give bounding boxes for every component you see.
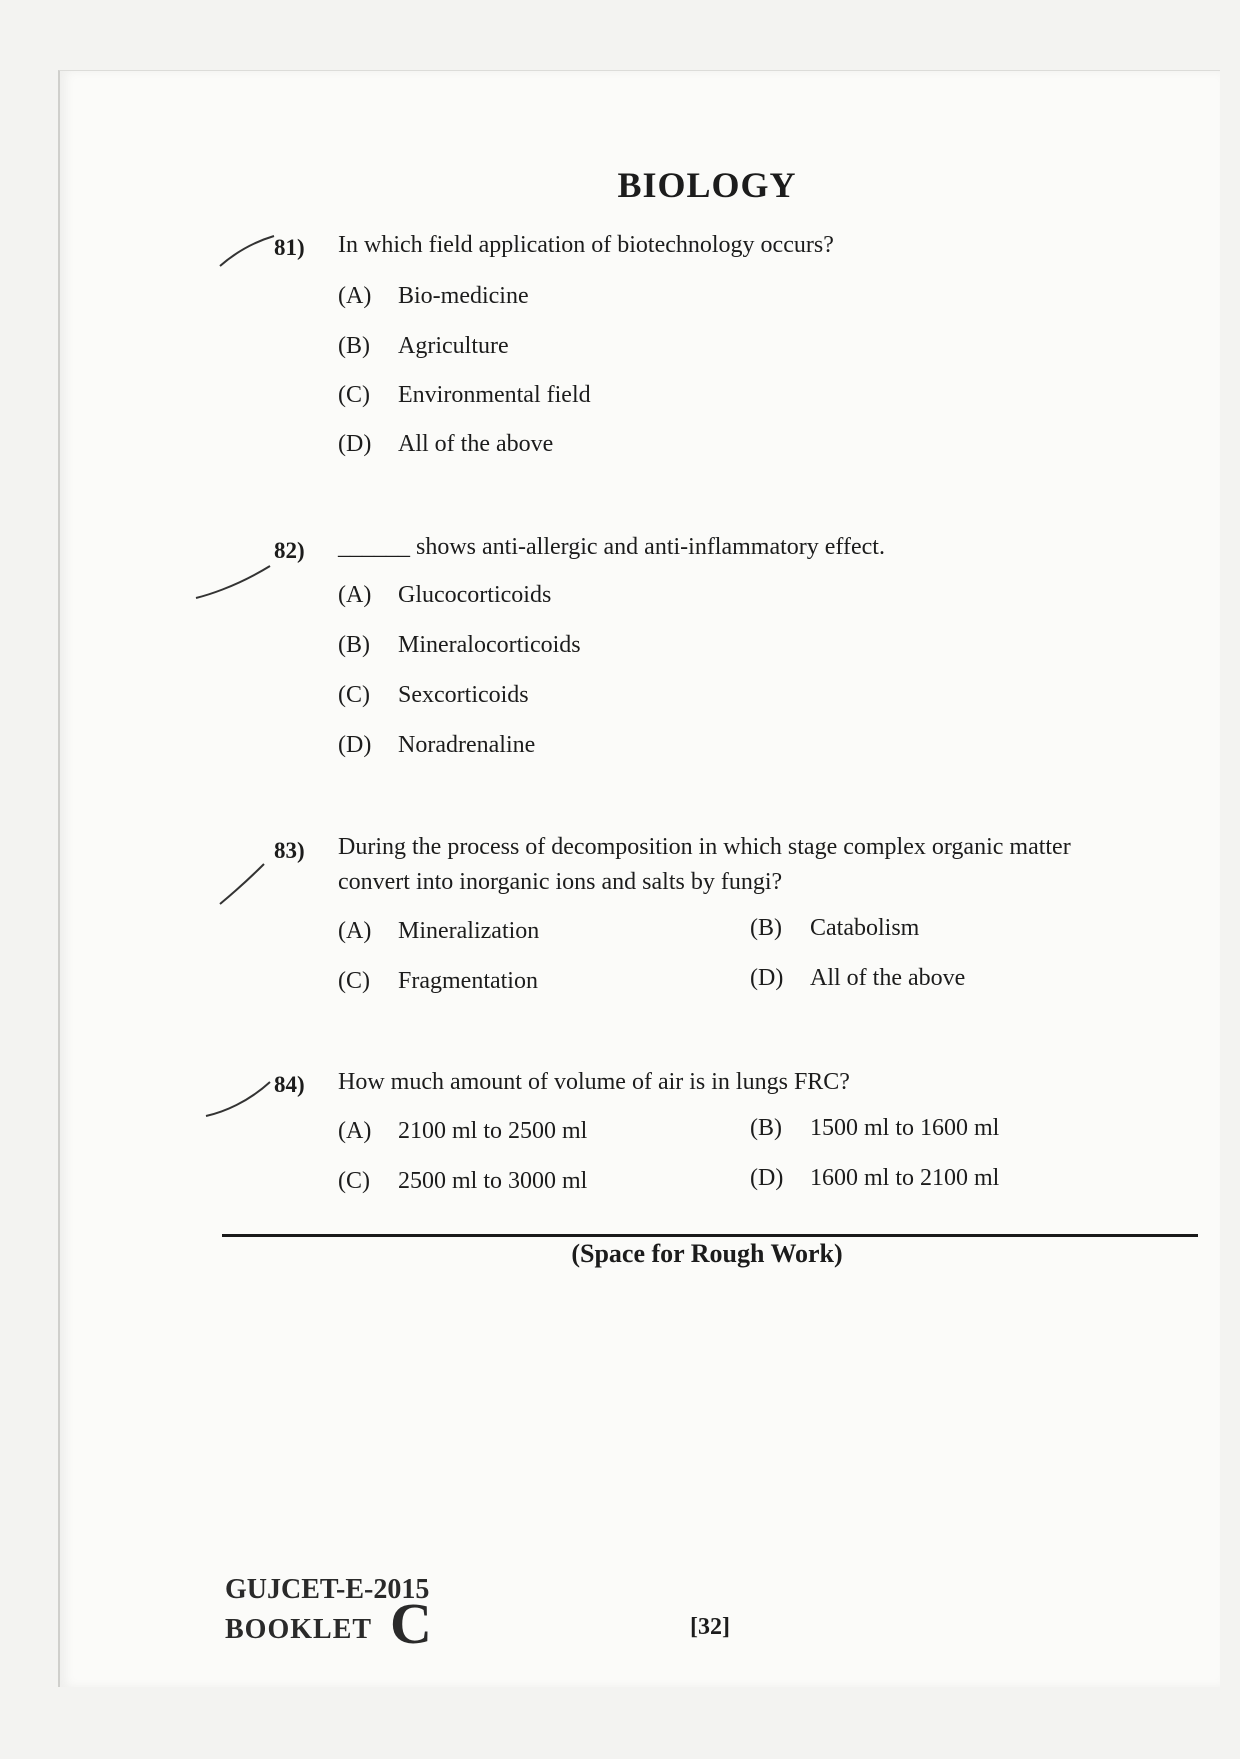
question-83-option-d[interactable]	[750, 965, 965, 992]
option-label: (A)	[338, 582, 372, 608]
option-label: (C)	[338, 682, 370, 708]
question-84-number: 84)	[274, 1072, 305, 1097]
question-84-option-d[interactable]	[750, 1165, 999, 1192]
question-84-option-b[interactable]	[750, 1115, 999, 1142]
question-83-text-line-2: convert into inorganic ions and salts by fungi?	[338, 869, 783, 895]
question-82-option-d[interactable]	[338, 732, 535, 759]
rough-work-divider	[222, 1234, 1198, 1237]
question-81-option-d[interactable]	[338, 431, 553, 458]
question-81-tick-mark	[218, 232, 278, 270]
option-label: (B)	[750, 1115, 782, 1141]
option-text: 1500 ml to 1600 ml	[810, 1115, 1000, 1141]
question-81-option-a[interactable]	[338, 283, 529, 310]
option-label: (B)	[750, 915, 782, 941]
option-text: Fragmentation	[398, 968, 538, 994]
option-label: (B)	[338, 632, 370, 658]
question-83-number: 83)	[274, 838, 305, 863]
option-label: (D)	[750, 1165, 784, 1191]
question-82-blank: ______	[338, 534, 410, 560]
option-label: (D)	[338, 732, 372, 758]
question-83-option-c[interactable]	[338, 968, 538, 995]
question-84-tick-mark	[204, 1080, 274, 1120]
question-82-number: 82)	[274, 538, 305, 563]
question-81-text: In which field application of biotechnology occurs?	[338, 232, 834, 258]
page-number: [32]	[690, 1614, 730, 1640]
question-83-text-line-1: During the process of decomposition in which stage complex organic matter	[338, 834, 1071, 860]
option-text: 2500 ml to 3000 ml	[398, 1168, 588, 1194]
option-label: (A)	[338, 283, 372, 309]
question-81-number: 81)	[274, 235, 305, 260]
option-text: Sexcorticoids	[398, 682, 529, 708]
question-81-option-b[interactable]	[338, 333, 509, 360]
option-text: Catabolism	[810, 915, 920, 941]
question-82-stem: shows anti-allergic and anti-inflammatory effect.	[416, 534, 885, 560]
question-83-tick-mark	[218, 862, 268, 908]
option-label: (A)	[338, 1118, 372, 1144]
rough-work-label: (Space for Rough Work)	[571, 1239, 843, 1268]
option-text: 1600 ml to 2100 ml	[810, 1165, 1000, 1191]
question-83-option-b[interactable]	[750, 915, 919, 942]
option-label: (A)	[338, 918, 372, 944]
option-label: (D)	[338, 431, 372, 457]
question-84-option-a[interactable]	[338, 1118, 587, 1145]
option-text: All of the above	[810, 965, 966, 991]
option-text: Environmental field	[398, 382, 591, 408]
question-84-option-c[interactable]	[338, 1168, 587, 1195]
question-82-option-b[interactable]	[338, 632, 581, 659]
option-label: (D)	[750, 965, 784, 991]
option-text: Glucocorticoids	[398, 582, 552, 608]
question-84-text: How much amount of volume of air is in lungs FRC?	[338, 1069, 850, 1095]
option-text: Mineralocorticoids	[398, 632, 581, 658]
booklet-label: BOOKLET	[225, 1614, 373, 1645]
option-text: Mineralization	[398, 918, 540, 944]
question-82-text	[338, 530, 1178, 565]
question-83-option-a[interactable]	[338, 918, 539, 945]
option-label: (C)	[338, 968, 370, 994]
option-text: 2100 ml to 2500 ml	[398, 1118, 588, 1144]
option-label: (B)	[338, 333, 370, 359]
option-text: Bio-medicine	[398, 283, 529, 309]
option-text: Noradrenaline	[398, 732, 536, 758]
exam-code: GUJCET-E-2015	[225, 1574, 430, 1605]
option-text: All of the above	[398, 431, 554, 457]
option-label: (C)	[338, 382, 370, 408]
page-title: BIOLOGY	[617, 165, 797, 205]
question-81-option-c[interactable]	[338, 382, 591, 409]
booklet-letter: C	[390, 1591, 432, 1656]
question-82-option-c[interactable]	[338, 682, 529, 709]
option-label: (C)	[338, 1168, 370, 1194]
question-82-tick-mark	[194, 562, 274, 602]
option-text: Agriculture	[398, 333, 509, 359]
question-82-option-a[interactable]	[338, 582, 551, 609]
